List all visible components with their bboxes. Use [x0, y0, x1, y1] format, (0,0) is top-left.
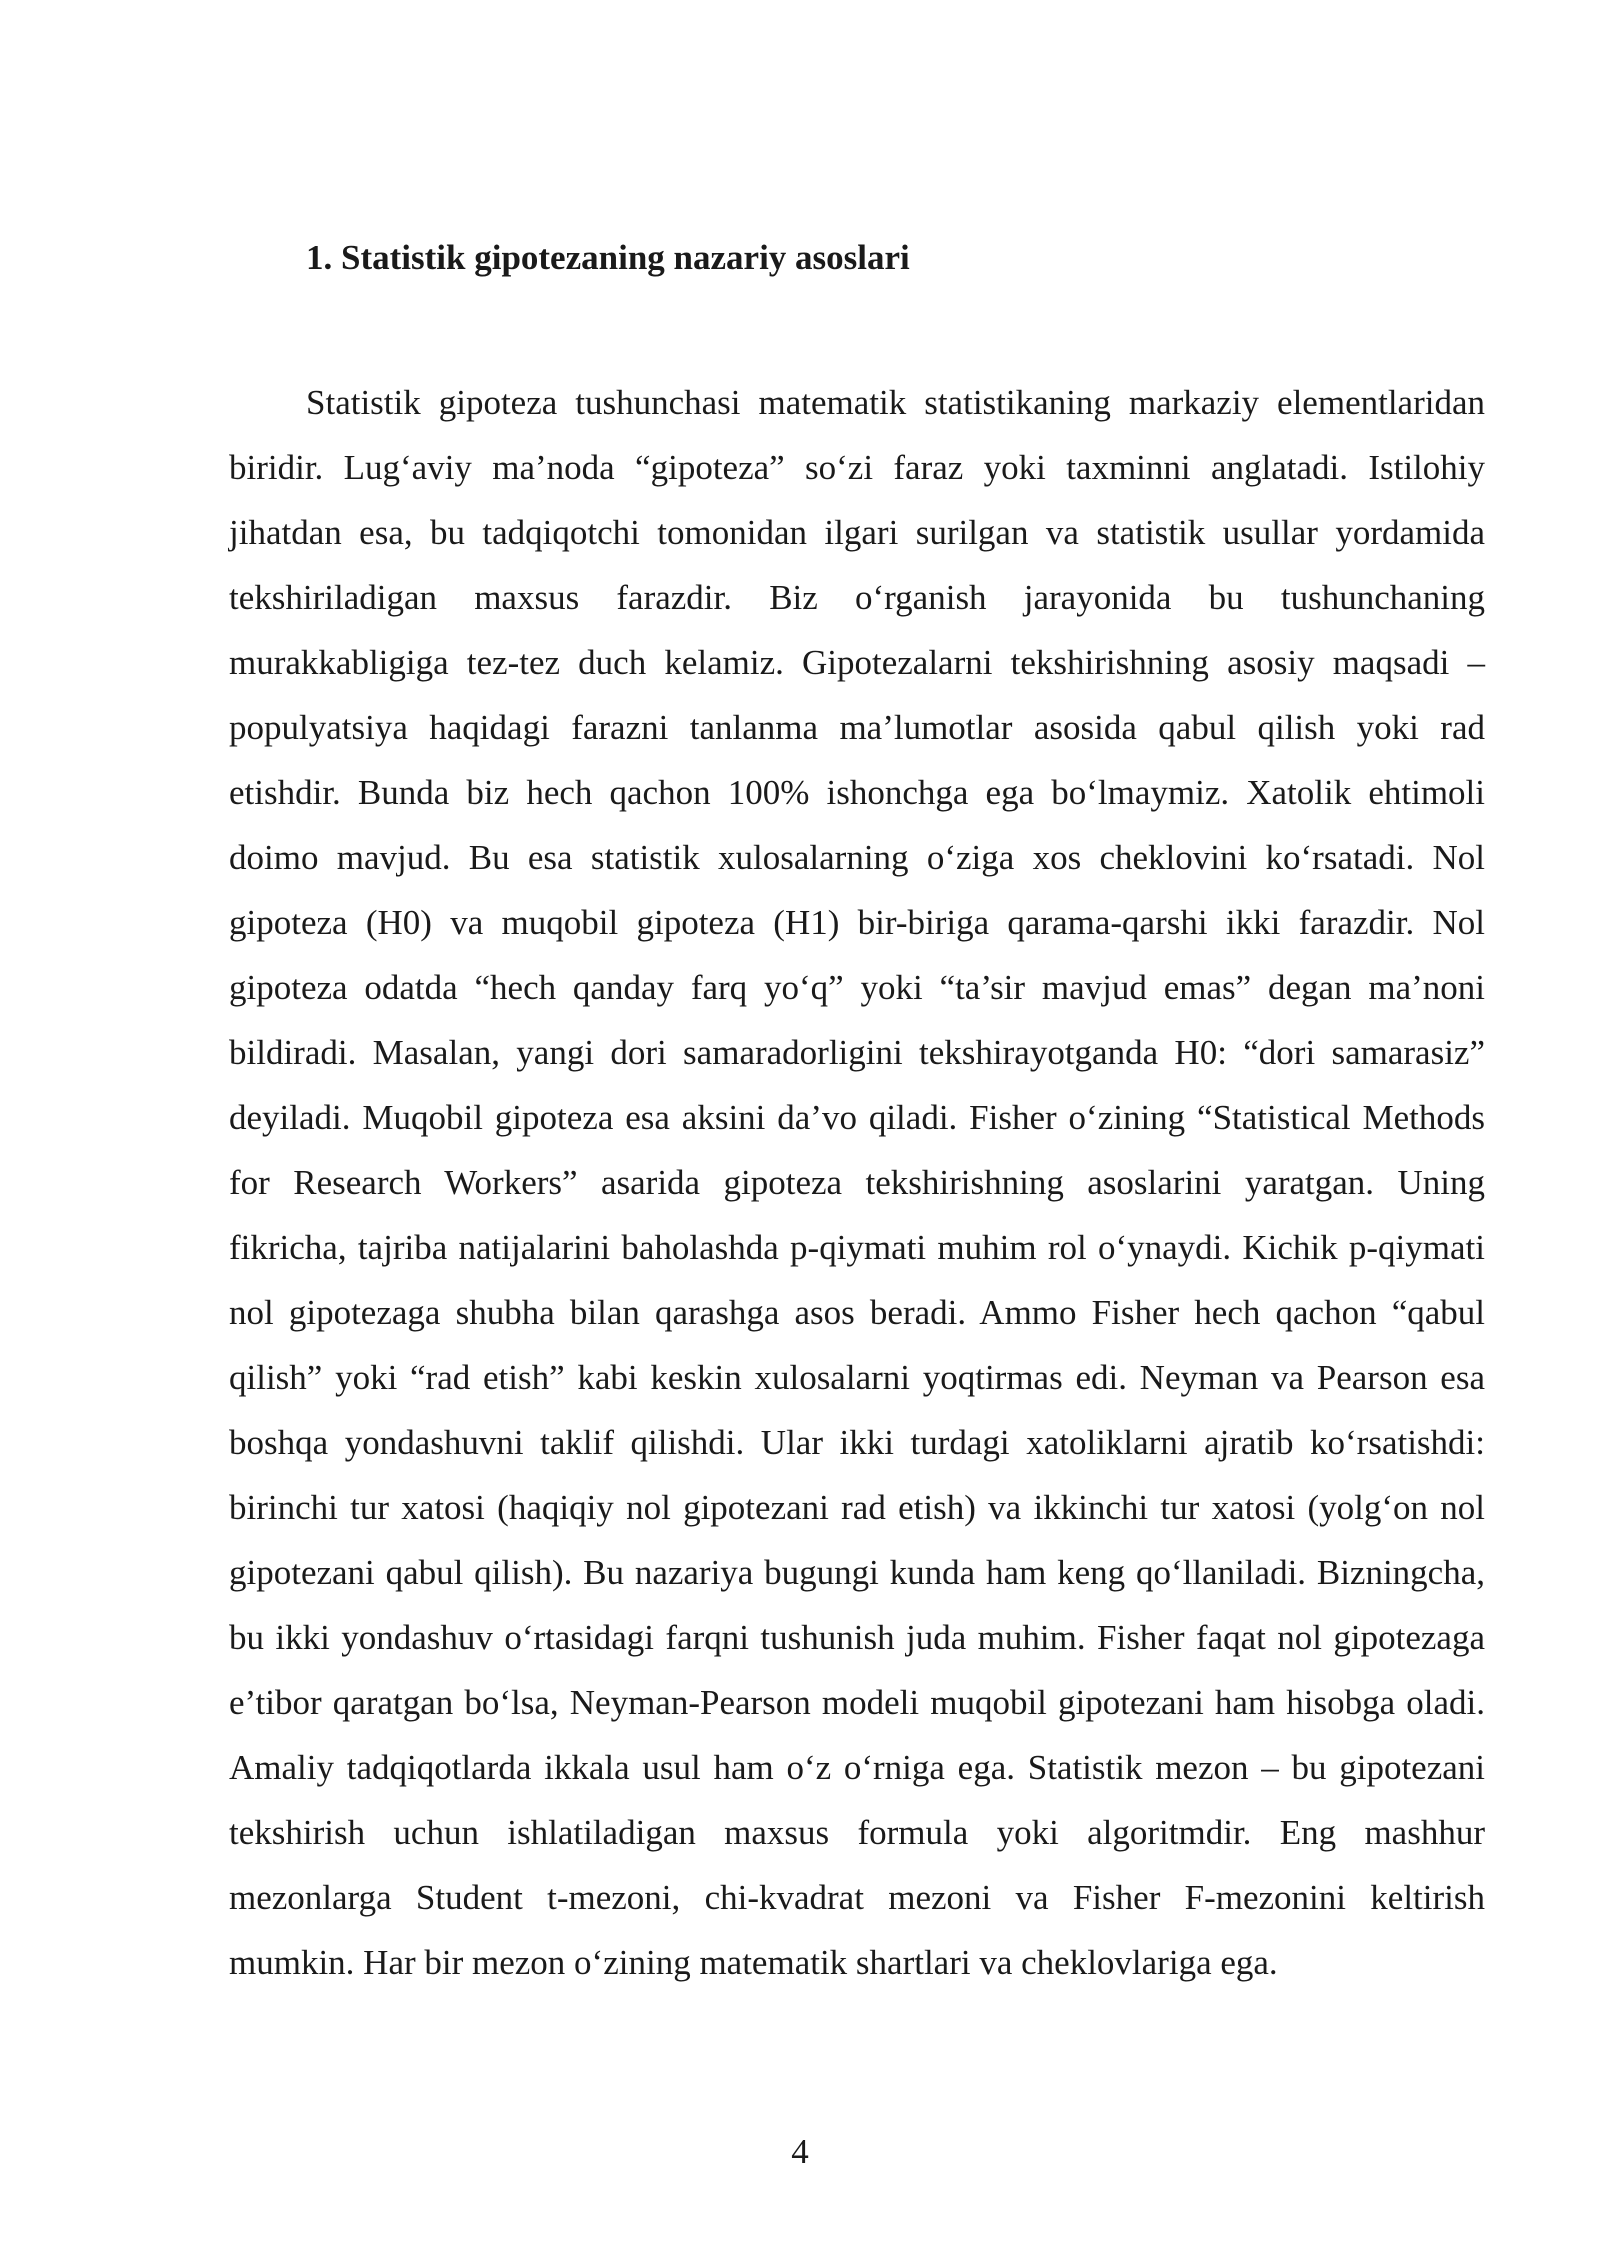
body-paragraph: Statistik gipoteza tushunchasi matematik statistikaning markaziy elementlaridan biridir. Lug‘aviy ma’noda “gipoteza” so‘zi faraz yoki taxminni anglatadi. Istilohiy jihatdan esa, bu tadqiqotchi tomonidan ilgari surilgan va statistik usullar yordamida tekshiriladigan maxsus farazdir. Biz o‘rganish jarayonida bu tushunchaning murakkabligiga tez-tez duch kelamiz. Gipotezalarni tekshirishning asosiy maqsadi – populyatsiya haqidagi farazni tanlanma ma’lumotlar asosida qabul qilish yoki rad etishdir. Bunda biz hech qachon 100% ishonchga ega bo‘lmaymiz. Xatolik ehtimoli doimo mavjud. Bu esa statistik xulosalarning o‘ziga xos cheklovini ko‘rsatadi. Nol gipoteza (H0) va muqobil gipoteza (H1) bir-biriga qarama-qarshi ikki farazdir. Nol gipoteza odatda “hech qanday farq yo‘q” yoki “ta’sir mavjud emas” degan ma’noni bildiradi. Masalan, yangi dori samaradorligini tekshirayotganda H0: “dori samarasiz” deyiladi. Muqobil gipoteza esa aksini da’vo qiladi. Fisher o‘zining “Statistical Methods for Research Workers” asarida gipoteza tekshirishning asoslarini yaratgan. Uning fikricha, tajriba natijalarini baholashda p-qiymati muhim rol o‘ynaydi. Kichik p-qiymati nol gipotezaga shubha bilan qarashga asos beradi. Ammo Fisher hech qachon “qabul qilish” yoki “rad etish” kabi keskin xulosalarni yoqtirmas edi. Neyman va Pearson esa boshqa yondashuvni taklif qilishdi. Ular ikki turdagi xatoliklarni ajratib ko‘rsatishdi: birinchi tur xatosi (haqiqiy nol gipotezani rad etish) va ikkinchi tur xatosi (yolg‘on nol gipotezani qabul qilish). Bu nazariya bugungi kunda ham keng qo‘llaniladi. Bizningcha, bu ikki yondashuv o‘rtasidagi farqni tushunish juda muhim. Fisher faqat nol gipotezaga e’tibor qaratgan bo‘lsa, Neyman-Pearson modeli muqobil gipotezani ham hisobga oladi. Amaliy tadqiqotlarda ikkala usul ham o‘z o‘rniga ega. Statistik mezon – bu gipotezani tekshirish uchun ishlatiladigan maxsus formula yoki algoritmdir. Eng mashhur mezonlarga Student t-mezoni, chi-kvadrat mezoni va Fisher F-mezonini keltirish mumkin. Har bir mezon o‘zining matematik shartlari va cheklovlariga ega. — [229, 383, 1485, 1982]
page-number: 4 — [791, 2132, 809, 2171]
section-heading: 1. Statistik gipotezaning nazariy asoslari — [306, 238, 910, 277]
